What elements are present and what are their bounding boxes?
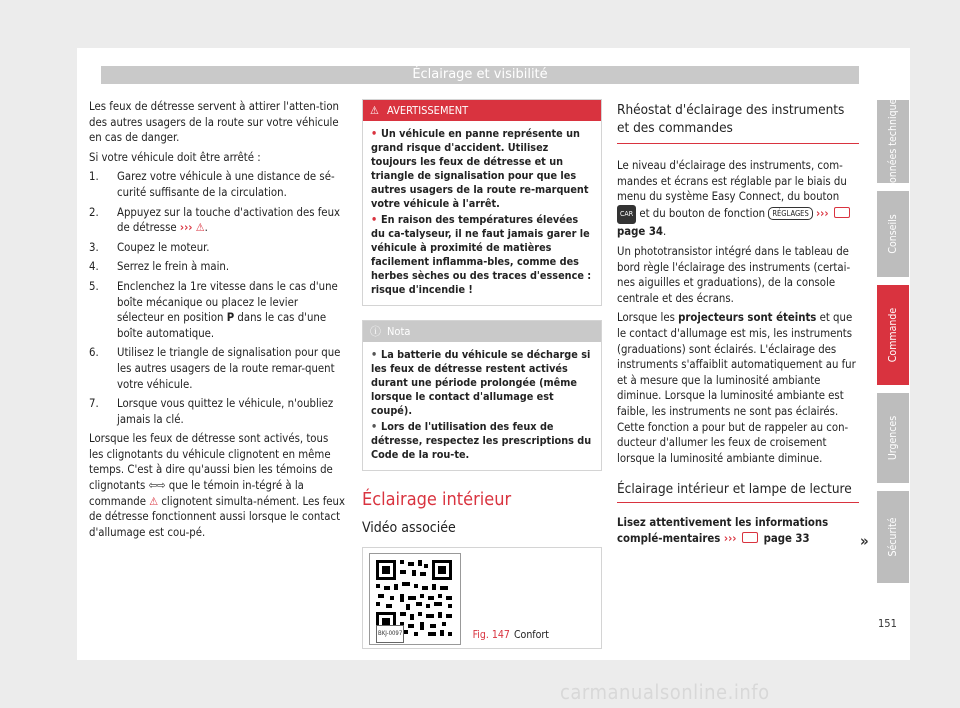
tab-securite[interactable]: Sécurité (877, 491, 909, 583)
list-item: 6. Utilisez le triangle de signalisation pour que les autres usagers de la route remar-quent votre véhicule. (89, 346, 341, 391)
right-column (617, 99, 859, 550)
page-link[interactable]: page 33 (763, 531, 810, 545)
video-label: Vidéo associée (362, 520, 456, 536)
middle-column (362, 99, 602, 649)
chevron-right-icon: ››› (179, 221, 193, 235)
left-column (89, 99, 345, 544)
list-item: 1. Garez votre véhicule à une distance de sé-curité suffisante de la circulation. (89, 170, 335, 199)
warning-item: • En raison des températures élevées du ca-talyseur, il ne faut jamais garer le véhicule à proximité de matières facilement inflamma-bles, comme des herbes sèches ou des traces d'essence : risque d'incendie ! (371, 213, 592, 296)
qr-code-image[interactable] (369, 553, 461, 645)
qr-code-label: BKJ-0097 (376, 625, 404, 643)
book-icon (742, 532, 758, 543)
reglages-button-icon: RÉGLAGES (768, 207, 812, 220)
chevron-right-icon: ››› (815, 206, 829, 220)
tab-urgences[interactable]: Urgences (877, 393, 909, 483)
turn-signal-icon: ⇦⇨ (148, 479, 166, 493)
tab-commande[interactable]: Commande (877, 285, 909, 385)
steps-list (89, 169, 345, 427)
page-title: Éclairage et visibilité (412, 67, 548, 82)
paragraph: Lorsque les projecteurs sont éteints et que le contact d'allumage est mis, les instruments (graduations) sont éclairés. L'éclairage des instruments s'affaiblit automatiquement au fur et à mesure que la luminosité ambiante diminue. Lorsque la luminosité ambiante est faible, les instruments ne sont pas éclairés. Cette fonction a pour but de rappeler au con-ducteur d'allumer les feux de croisement lorsque la luminosité ambiante diminue. (617, 311, 856, 465)
warning-icon: ⚠ (149, 494, 159, 508)
warning-box (362, 99, 602, 306)
figure-caption: Fig. 147 Confort (472, 629, 549, 642)
info-icon: ⓘ (370, 325, 381, 338)
warning-item: • Un véhicule en panne représente un grand risque d'accident. Utilisez toujours les feux de détresse et un triangle de signalisation pour que les autres usagers de la route re-marquent votre véhicule à l'arrêt. (371, 127, 589, 210)
paragraph: Un phototransistor intégré dans le tableau de bord règle l'éclairage des instruments (certai-nes aiguilles et graduations), de la console centrale et des écrans. (617, 244, 851, 305)
continue-arrow-icon: » (860, 532, 869, 550)
section-heading: Éclairage intérieur et lampe de lecture (617, 480, 859, 503)
note-box (362, 320, 602, 471)
paragraph: Le niveau d'éclairage des instruments, com-mandes et écrans est réglable par le biais du menu du système Easy Connect, du bouton CAR et du bouton de fonction RÉGLAGES ››› page 34. (617, 158, 859, 240)
warning-header: ⚠ AVERTISSEMENT (363, 100, 601, 121)
warning-icon: ⚠ (370, 104, 379, 117)
figure-box (362, 547, 602, 649)
bullet-icon: • (371, 348, 378, 361)
list-item: 4. Serrez le frein à main. (89, 260, 230, 274)
watermark: carmanualsonline.info (560, 680, 770, 704)
condition-text: Si votre véhicule doit être arrêté : (89, 150, 261, 164)
list-item: 5. Enclenchez la 1re vitesse dans le cas d'une boîte mécanique ou placez le levier sélecteur en position P dans le cas d'une boîte automatique. (89, 279, 338, 340)
note-header: ⓘ Nota (363, 321, 601, 342)
list-item: 3. Coupez le moteur. (89, 240, 210, 254)
chevron-right-icon: ››› (723, 531, 737, 545)
list-item: 2. Appuyez sur la touche d'activation des feux de détresse ››› ⚠. (89, 205, 341, 235)
section-heading: Rhéostat d'éclairage des instruments et des commandes (617, 99, 859, 144)
warning-icon: ⚠ (195, 221, 205, 235)
car-button-icon: CAR (617, 205, 636, 225)
list-item: 7. Lorsque vous quittez le véhicule, n'oubliez jamais la clé. (89, 397, 334, 426)
bullet-icon: • (371, 127, 378, 140)
read-notice: Lisez attentivement les informations complé-mentaires ››› page 33 (617, 516, 829, 545)
page-link[interactable]: page 34 (617, 225, 663, 239)
tab-conseils[interactable]: Conseils (877, 191, 909, 277)
section-heading: Éclairage intérieur (362, 489, 512, 510)
book-icon (834, 207, 850, 218)
bullet-icon: • (371, 420, 378, 433)
note-item: • La batterie du véhicule se décharge si les feux de détresse restent activés durant une période prolongée (même lorsque le contact d'allumage est coupé). (371, 348, 591, 417)
bullet-icon: • (371, 213, 378, 226)
tab-donnees-techniques[interactable]: Données techniques (877, 100, 909, 183)
page-number: 151 (878, 617, 897, 630)
intro-paragraph: Les feux de détresse servent à attirer l'atten-tion des autres usagers de la route sur votre véhicule en cas de danger. (89, 100, 339, 145)
note-item: • Lors de l'utilisation des feux de détresse, respectez les prescriptions du Code de la rou-te. (371, 420, 592, 461)
outro-paragraph: Lorsque les feux de détresse sont activés, tous les clignotants du véhicule clignotent en même temps. C'est à dire qu'aussi bien les témoins de clignotants ⇦⇨ que le témoin in-tégré à la commande ⚠ clignotent simulta-nément. Les feux de détresse fonctionnent aussi lorsque le contact d'allumage est cou-pé. (89, 432, 346, 539)
